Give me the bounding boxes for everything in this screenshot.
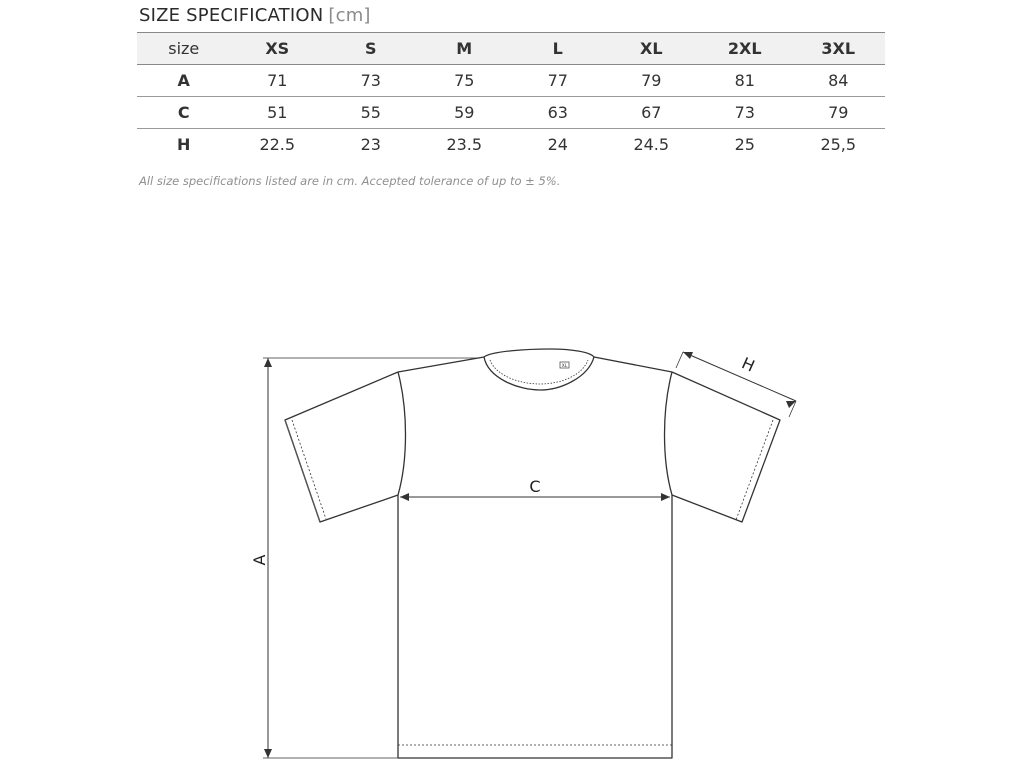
row-label-a: A: [177, 71, 190, 90]
header-cell-2xl: 2XL: [698, 33, 792, 65]
table-cell: 23: [360, 135, 381, 154]
page-title: [139, 5, 371, 26]
arrow-diag-start-icon: [683, 352, 693, 359]
table-cell: 25,5: [820, 135, 857, 154]
table-cell: 55: [360, 103, 381, 122]
table-cell: 79: [641, 71, 662, 90]
header-cell-xs: XS: [231, 33, 325, 65]
table-cell: 79: [828, 103, 849, 122]
size-table: [137, 32, 885, 160]
table-header-row: [137, 33, 885, 65]
table-cell: 81: [734, 71, 755, 90]
header-cell-xl: XL: [605, 33, 699, 65]
tshirt-diagram: [230, 340, 810, 768]
dimension-label-a: A: [250, 554, 269, 566]
tshirt-outline: [285, 349, 780, 758]
arrow-up-icon: [264, 358, 272, 367]
dimension-lines: [263, 352, 796, 758]
table-cell: 23.5: [446, 135, 483, 154]
table-row: [137, 65, 885, 97]
row-label-h: H: [177, 135, 191, 154]
size-tag-text: XL: [561, 364, 568, 369]
header-cell-m: M: [418, 33, 512, 65]
arrow-right-icon: [661, 493, 670, 501]
header-cell-3xl: 3XL: [792, 33, 886, 65]
table-cell: 84: [828, 71, 849, 90]
table-cell: 24: [547, 135, 568, 154]
header-cell-s: S: [324, 33, 418, 65]
tolerance-note: All size specifications listed are in cm. Accepted tolerance of up to ± 5%.: [139, 174, 561, 188]
table-cell: 25: [734, 135, 755, 154]
table-cell: 63: [547, 103, 568, 122]
header-cell-l: L: [511, 33, 605, 65]
table-cell: 77: [547, 71, 568, 90]
table-row: [137, 129, 885, 161]
table-cell: 51: [267, 103, 288, 122]
table-cell: 71: [267, 71, 288, 90]
table-cell: 67: [641, 103, 662, 122]
table-row: [137, 97, 885, 129]
title-unit: [cm]: [328, 5, 371, 26]
dimension-label-c: C: [529, 477, 541, 496]
title-text: SIZE SPECIFICATION: [139, 5, 324, 26]
table-cell: 73: [360, 71, 381, 90]
table-cell: 24.5: [633, 135, 670, 154]
row-label-c: C: [177, 103, 190, 122]
table-cell: 73: [734, 103, 755, 122]
table-cell: 59: [454, 103, 475, 122]
table-cell: 22.5: [259, 135, 296, 154]
arrow-down-icon: [264, 749, 272, 758]
table-cell: 75: [454, 71, 475, 90]
arrowheads: [264, 352, 796, 758]
header-cell-size: size: [137, 33, 231, 65]
dimension-label-h: H: [738, 353, 758, 376]
arrow-left-icon: [400, 493, 409, 501]
